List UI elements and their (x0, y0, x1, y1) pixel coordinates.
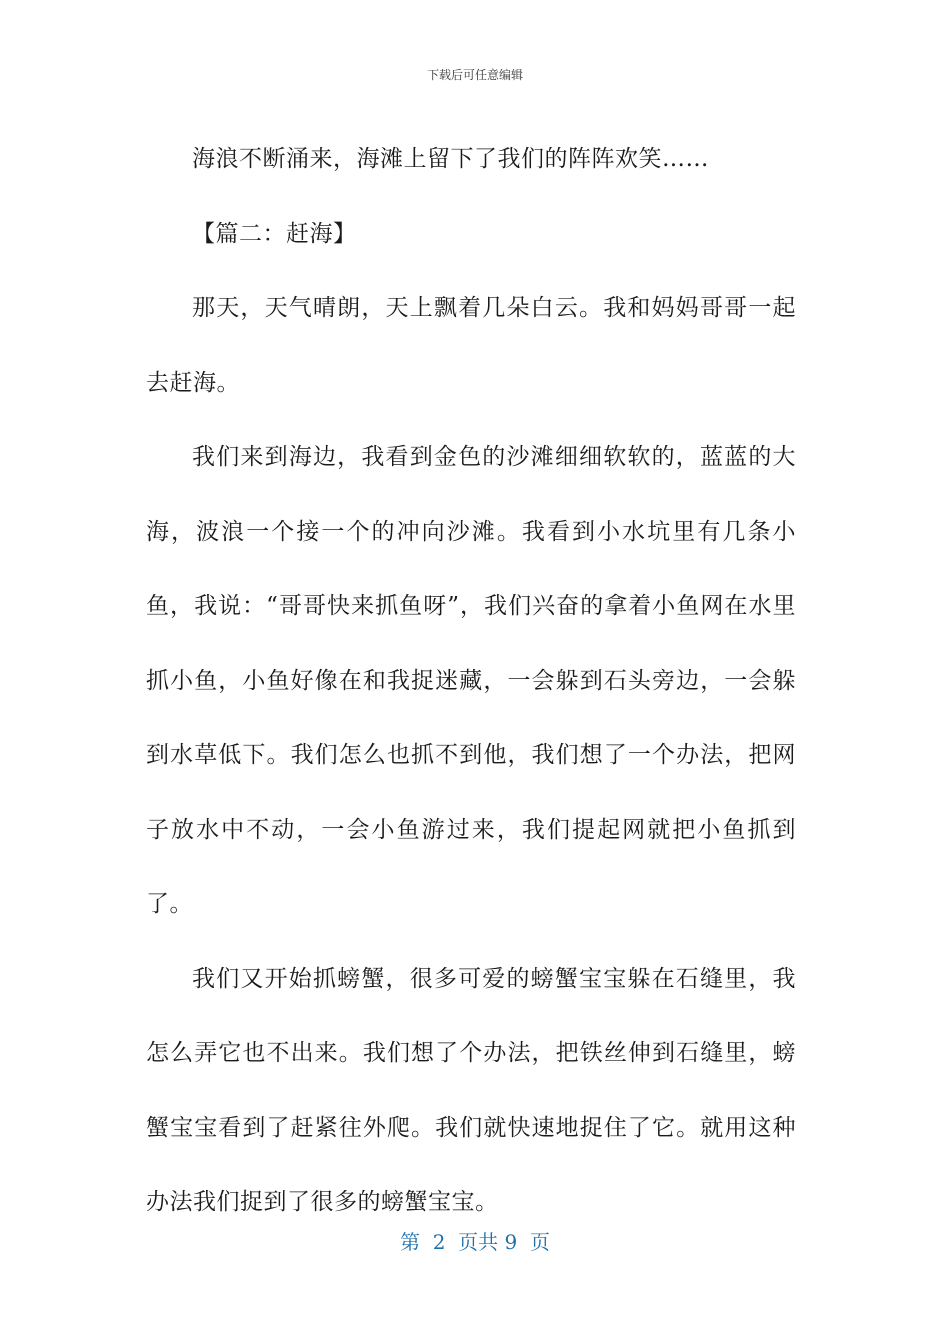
paragraph-1: 海浪不断涌来，海滩上留下了我们的阵阵欢笑…… (192, 146, 709, 172)
page-header: 下载后可任意编辑 (426, 68, 523, 82)
paragraph-2: 那天，天气晴朗，天上飘着几朵白云。我和妈妈哥哥一起去赶海。 (146, 295, 796, 396)
paragraph-3: 我们来到海边，我看到金色的沙滩细细软软的，蓝蓝的大海，波浪一个接一个的冲向沙滩。我看到小水坑里有几条小鱼，我说：“哥哥快来抓鱼呀”，我们兴奋的拿着小鱼网在水里抓小鱼，小鱼好像在和我捉迷藏，一会躲到石头旁边，一会躲到水草低下。我们怎么也抓不到他，我们想了一个办法，把网子放水中不动，一会小鱼游过来，我们提起网就把小鱼抓到了。 (146, 444, 796, 917)
section-heading: 【篇二：赶海】 (192, 220, 357, 247)
paragraph-4: 我们又开始抓螃蟹，很多可爱的螃蟹宝宝躲在石缝里，我怎么弄它也不出来。我们想了个办法，把铁丝伸到石缝里，螃蟹宝宝看到了赶紧往外爬。我们就快速地捉住了它。就用这种办法我们捉到了很多的螃蟹宝宝。 (146, 965, 796, 1215)
page-number-footer: 第 2 页共 9 页 (400, 1230, 550, 1254)
document-body (146, 122, 796, 1240)
